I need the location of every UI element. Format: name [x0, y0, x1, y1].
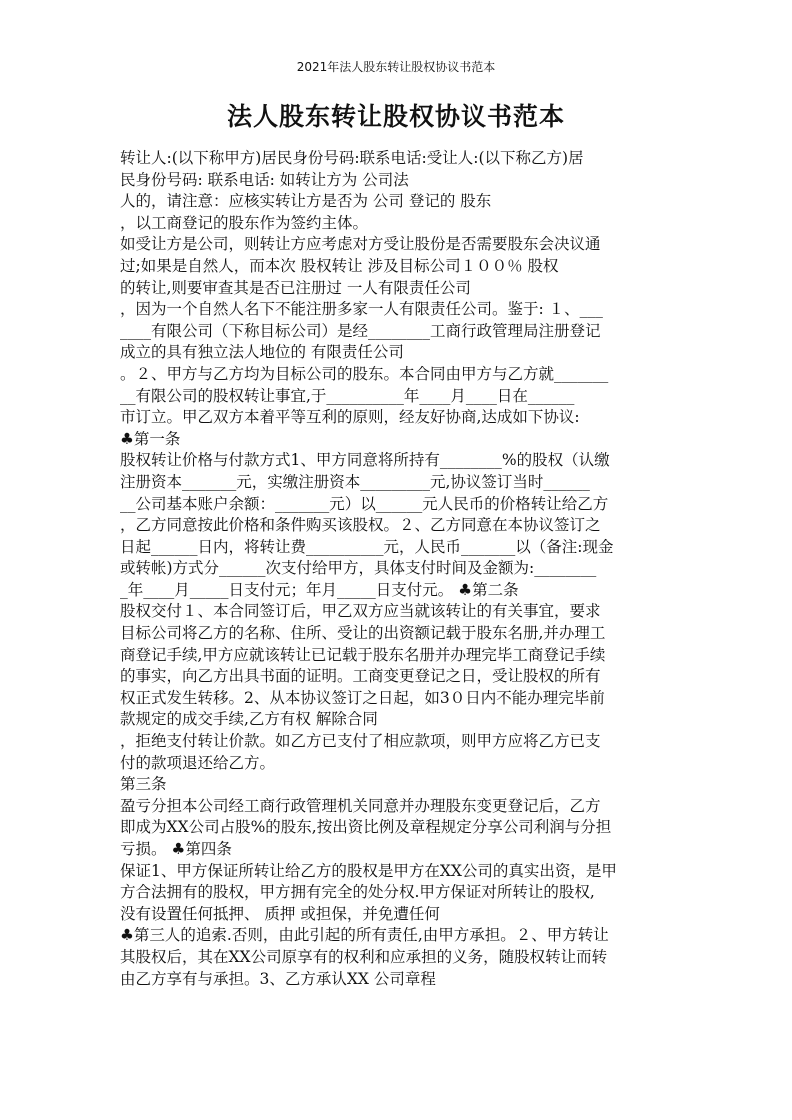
text-line: ____有限公司（下称目标公司）是经________工商行政管理局注册登记: [120, 321, 601, 340]
text-line: 民身份号码: 联系电话: 如转让方为 公司法: [120, 170, 409, 189]
text-line: ，拒绝支付转让价款。如乙方已支付了相应款项，则甲方应将乙方已支: [120, 732, 601, 751]
document-title: 法人股东转让股权协议书范本: [226, 102, 565, 131]
text-line: 没有设置任何抵押、 质押 或担保，并免遭任何: [120, 904, 440, 923]
text-line: 商登记手续,甲方应就该转让已记载于股东名册并办理完毕工商登记手续: [120, 645, 606, 664]
text-line: ，因为一个自然人名下不能注册多家一人有限责任公司。鉴于: １、___: [120, 300, 603, 319]
text-line: 第三条: [120, 775, 167, 794]
text-line: 注册资本_______元，实缴注册资本_________元,协议签订当时______: [120, 472, 590, 491]
text-line: ，以工商登记的股东作为签约主体。: [120, 213, 369, 232]
text-line: 的事实，向乙方出具书面的证明。工商变更登记之日，受让股权的所有: [120, 667, 601, 686]
text-line: 市订立。甲乙双方本着平等互利的原则，经友好协商,达成如下协议:: [120, 408, 580, 427]
text-line: ，乙方同意按此价格和条件购买该股权。２、乙方同意在本协议签订之: [120, 516, 601, 535]
text-line: 保证1、甲方保证所转让给乙方的股权是甲方在XX公司的真实出资，是甲: [120, 861, 617, 880]
text-line: 股权交付１、本合同签订后，甲乙双方应当就该转让的有关事宜，要求: [120, 602, 601, 621]
text-line: 由乙方享有与承担。3、乙方承认XX 公司章程: [120, 969, 436, 988]
page-header-title: 2021年法人股东转让股权协议书范本: [296, 60, 496, 74]
text-line: 。２、甲方与乙方均为目标公司的股东。本合同由甲方与乙方就_______: [120, 364, 609, 383]
text-line: 即成为XX公司占股%的股东,按出资比例及章程规定分享公司利润与分担: [120, 818, 612, 837]
text-line: __公司基本账户余额：_______元）以______元人民币的价格转让给乙方: [120, 494, 609, 513]
text-line: 付的款项退还给乙方。: [120, 753, 276, 772]
text-line: 成立的具有独立法人地位的 有限责任公司: [120, 343, 404, 362]
text-line: 转让人:(以下称甲方)居民身份号码:联系电话:受让人:(以下称乙方)居: [120, 149, 584, 167]
text-line: 款规定的成交手续,乙方有权 解除合同: [120, 710, 378, 729]
text-line: 或转帐)方式分______次支付给甲方，具体支付时间及金额为:________: [120, 559, 597, 578]
text-line: 其股权后，其在XX公司原享有的权利和应承担的义务，随股权转让而转: [120, 947, 608, 966]
text-line: 盈亏分担本公司经工商行政管理机关同意并办理股东变更登记后，乙方: [120, 796, 601, 815]
document-body: [120, 148, 670, 990]
text-line: 亏损。 ♣第四条: [120, 840, 232, 858]
text-line: 股权转让价格与付款方式1、甲方同意将所持有________%的股权（认缴: [120, 451, 610, 470]
text-line: 方合法拥有的股权，甲方拥有完全的处分权.甲方保证对所转让的股权,: [120, 883, 595, 902]
text-line: 人的，请注意：应核实转让方是否为 公司 登记的 股东: [120, 192, 492, 211]
text-line: 如受让方是公司，则转让方应考虑对方受让股份是否需要股东会决议通: [120, 235, 601, 254]
text-line: __有限公司的股权转让事宜,于__________年____月____日在______: [120, 386, 575, 405]
text-line: 过;如果是自然人，而本次 股权转让 涉及目标公司１００％ 股权: [120, 256, 559, 275]
text-line: 权正式发生转移。2、从本协议签订之日起，如3０日内不能办理完毕前: [120, 688, 605, 707]
text-line: ♣第一条: [120, 429, 181, 448]
text-line: _年____月_____日支付元；年月_____日支付元。 ♣第二条: [120, 580, 519, 599]
text-line: 目标公司将乙方的名称、住所、受让的出资额记载于股东名册,并办理工: [120, 624, 606, 643]
text-line: ♣第三人的追索.否则，由此引起的所有责任,由甲方承担。２、甲方转让: [120, 926, 609, 945]
text-line: 的转让,则要审查其是否已注册过 一人有限责任公司: [120, 278, 471, 297]
text-line: 日起______日内，将转让费__________元，人民币_______以（备注:现金: [120, 537, 614, 556]
